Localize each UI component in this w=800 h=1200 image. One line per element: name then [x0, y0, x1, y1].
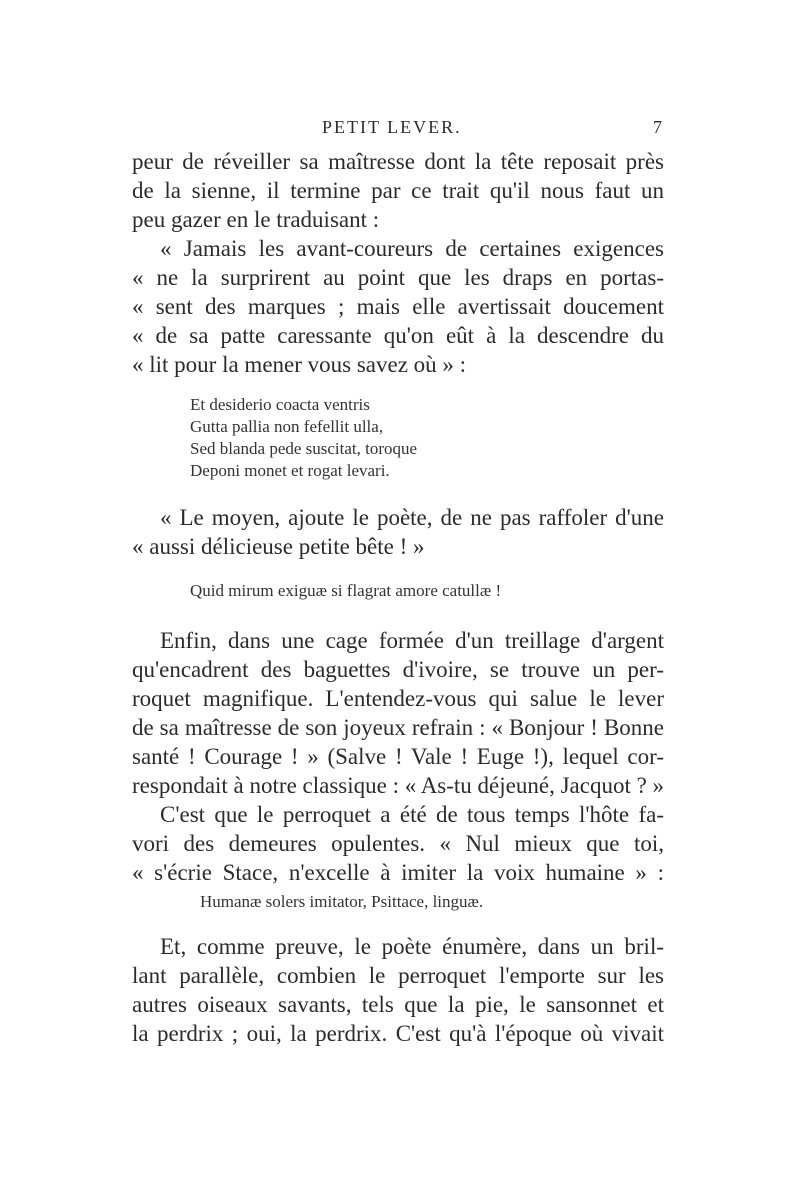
verse-line: Humanæ solers imitator, Psittace, linguæ.: [200, 892, 484, 911]
text-line: « Le moyen, ajoute le poète, de ne pas raffoler d'une: [160, 505, 664, 530]
text-line: C'est que le perroquet a été de tous temps l'hôte fa-: [160, 802, 664, 827]
text-line: de la sienne, il termine par ce trait qu'il nous faut un: [132, 178, 664, 203]
text-line: peu gazer en le traduisant :: [132, 207, 380, 232]
text-line: roquet magnifique. L'entendez-vous qui salue le lever: [132, 686, 664, 711]
text-line: lant parallèle, combien le perroquet l'emporte sur les: [132, 963, 664, 988]
verse-line: Gutta pallia non fefellit ulla,: [190, 417, 384, 436]
text-line: « s'écrie Stace, n'excelle à imiter la voix humaine » :: [132, 860, 664, 885]
text-line: de sa maîtresse de son joyeux refrain : « Bonjour ! Bonne: [132, 715, 664, 740]
text-line: « lit pour la mener vous savez où » :: [132, 352, 467, 377]
text-line: « de sa patte caressante qu'on eût à la descendre du: [132, 323, 664, 348]
text-line: qu'encadrent des baguettes d'ivoire, se trouve un per-: [132, 657, 664, 682]
paragraph-1: [132, 147, 664, 379]
latin-verse-3: [200, 891, 483, 913]
text-line: « sent des marques ; mais elle avertissait doucement: [132, 294, 664, 319]
text-line: « ne la surprirent au point que les draps en portas-: [132, 265, 664, 290]
verse-line: Sed blanda pede suscitat, toroque: [190, 439, 418, 458]
page-number: 7: [653, 117, 662, 137]
text-line: peur de réveiller sa maîtresse dont la tête reposait près: [132, 149, 664, 174]
text-line: respondait à notre classique : « As-tu déjeuné, Jacquot ? »: [132, 773, 665, 798]
text-line: autres oiseaux savants, tels que la pie, le sansonnet et: [132, 992, 664, 1017]
paragraph-4: [132, 932, 664, 1048]
running-head: [150, 117, 662, 141]
latin-verse-1: [190, 394, 417, 482]
text-line: santé ! Courage ! » (Salve ! Vale ! Euge !), lequel cor-: [132, 744, 664, 769]
text-line: « aussi délicieuse petite bête ! »: [132, 534, 425, 559]
text-line: « Jamais les avant-coureurs de certaines exigences: [160, 236, 664, 261]
latin-verse-2: [190, 580, 501, 602]
text-line: Enfin, dans une cage formée d'un treillage d'argent: [160, 628, 664, 653]
verse-line: Quid mirum exiguæ si flagrat amore catullæ !: [190, 581, 502, 600]
text-line: vori des demeures opulentes. « Nul mieux que toi,: [132, 831, 664, 856]
text-line: Et, comme preuve, le poète énumère, dans un bril-: [160, 934, 664, 959]
paragraph-2: [132, 503, 664, 561]
verse-line: Deponi monet et rogat levari.: [190, 461, 390, 480]
paragraph-3: [132, 626, 664, 887]
running-title: PETIT LEVER.: [322, 117, 462, 137]
text-line: la perdrix ; oui, la perdrix. C'est qu'à l'époque où vivait: [132, 1021, 664, 1046]
verse-line: Et desiderio coacta ventris: [190, 395, 370, 414]
